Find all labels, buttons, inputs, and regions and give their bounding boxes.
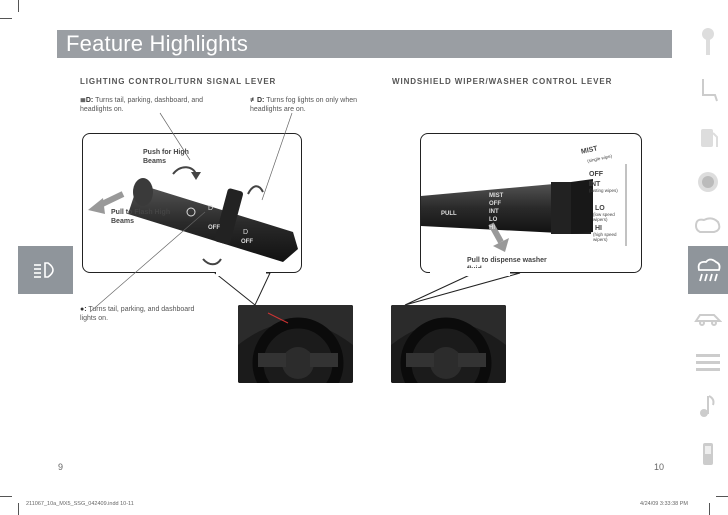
key-icon [697,27,719,57]
wiper-lever-hi: HI [489,225,495,231]
wiper-lever-off: OFF [489,201,501,207]
int-label: INT [589,181,601,188]
parking-lights-description: ●: Turns tail, parking, and dashboard lights on. [80,306,195,322]
tab-phone[interactable] [688,430,728,478]
lo-label: LO [595,205,605,212]
headlight-icon [33,262,59,278]
settings-icon [694,350,722,374]
steering-wheel-photo-left [238,305,353,383]
wiper-weather-icon [694,257,722,283]
lighting-section-title: LIGHTING CONTROL/TURN SIGNAL LEVER [80,77,277,86]
tab-seat[interactable] [688,66,728,114]
steering-wheel-photo-right [391,305,506,383]
tab-key[interactable] [688,18,728,66]
wiper-lever-mist: MIST [489,193,504,199]
page-number-left: 9 [58,462,64,472]
lever-off-label-2: OFF [241,239,253,245]
tab-engine[interactable] [688,202,728,250]
footer-timestamp: 4/24/09 3:33:38 PM [640,501,689,507]
off-label: OFF [589,171,603,178]
page-title: Feature Highlights [66,31,249,56]
lo-note: (low speed wipers) [593,212,615,222]
tab-gauge[interactable] [688,158,728,206]
mist-note: (single wipe) [586,153,613,164]
pull-flash-label: Pull to Flash High Beams [111,209,171,225]
lever-off-label: OFF [208,225,220,231]
car-icon [694,309,722,327]
foglight-description: ≢D: Turns fog lights on only when headlights are on. [250,97,358,113]
int-note: (lasting wipes) [589,188,618,193]
footer-file-info: 211067_10a_MX5_SSG_042409.indd 10-11 [26,501,134,507]
tab-settings[interactable] [688,338,728,386]
svg-text:D: D [208,205,214,212]
headlight-description: ≣D: Turns tail, parking, dashboard, and headlights on. [80,97,204,113]
engine-icon [694,216,722,236]
phone-icon [698,441,718,467]
wiper-pull-text: PULL [441,211,457,217]
page-number-right: 10 [654,462,665,472]
pull-washer-label: Pull to dispense washer [467,257,547,264]
gauge-icon [696,170,720,194]
seat-icon [697,77,719,103]
tab-music[interactable] [688,382,728,430]
tab-fuel[interactable] [688,114,728,162]
fuel-icon [697,125,719,151]
wiper-lever-lo: LO [489,217,498,223]
mist-label: MIST [580,145,599,156]
wiper-lever-int: INT [489,209,499,215]
tab-wiper-weather[interactable] [688,246,728,294]
right-tab-bar [688,18,728,488]
music-icon [697,393,719,419]
tab-car[interactable] [688,294,728,342]
hi-note: (high speed wipers) [593,232,617,242]
push-high-beams-label: Push for High Beams [143,149,189,165]
headlight-tab[interactable] [18,246,73,294]
svg-text:D: D [243,229,249,236]
wiper-section-title: WINDSHIELD WIPER/WASHER CONTROL LEVER [392,77,613,86]
hi-label: HI [595,225,602,232]
